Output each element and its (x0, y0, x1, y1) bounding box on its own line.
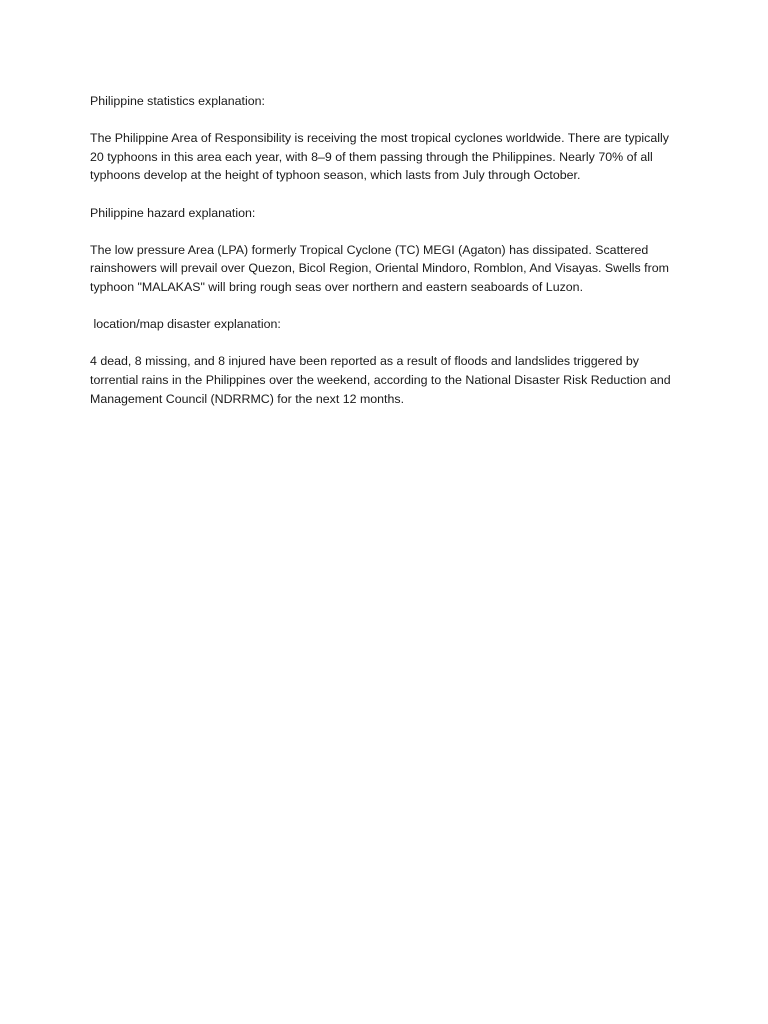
heading-disaster: location/map disaster explanation: (90, 317, 281, 332)
paragraph-hazard: The low pressure Area (LPA) formerly Tropical Cyclone (TC) MEGI (Agaton) has dissipated. Scattered rainshowers will prevail over Quezon, Bicol Region, Oriental Mindoro, Romblon, And Visayas. Swells from typhoon "MALAKAS" will bring rough seas over northern and eastern seaboards of Luzon. (90, 242, 673, 294)
paragraph-disaster: 4 dead, 8 missing, and 8 injured have been reported as a result of floods and landslides triggered by torrential rains in the Philippines over the weekend, according to the National Disaster Risk Reduction and Management Council (NDRRMC) for the next 12 months. (90, 354, 675, 406)
heading-hazard: Philippine hazard explanation: (90, 205, 256, 220)
paragraph-statistics: The Philippine Area of Responsibility is receiving the most tropical cyclones worldwide. There are typically 20 typhoons in this area each year, with 8–9 of them passing through the Philippines. Nearly 70% of all typhoons develop at the height of typhoon season, which lasts from July through October. (90, 131, 673, 183)
heading-statistics: Philippine statistics explanation: (90, 94, 265, 108)
document-body (90, 92, 680, 427)
